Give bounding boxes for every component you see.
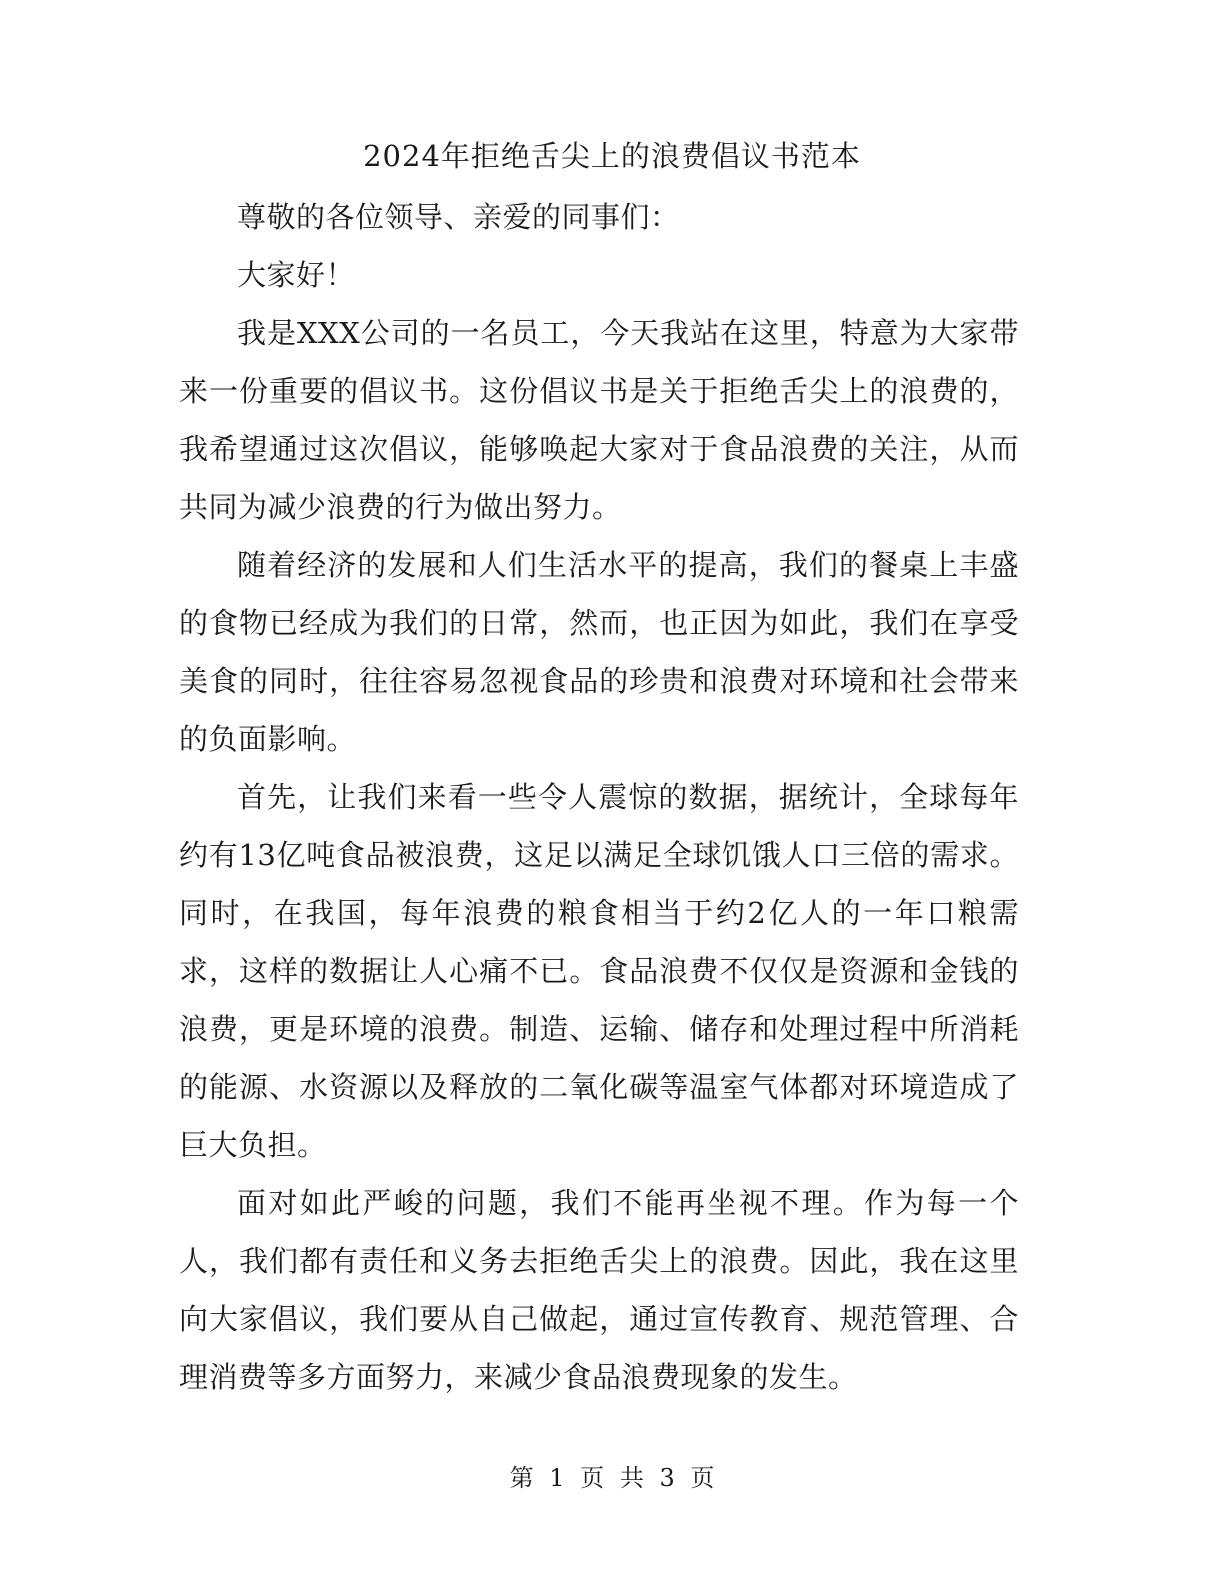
document-title: 2024年拒绝舌尖上的浪费倡议书范本 bbox=[363, 139, 861, 173]
page-prefix: 第 bbox=[509, 1464, 534, 1492]
paragraph-call-to-action: 面对如此严峻的问题，我们不能再坐视不理。作为每一个人，我们都有责任和义务去拒绝舌尖上的浪费。因此，我在这里向大家倡议，我们要从自己做起，通过宣传教育、规范管理、合理消费等多方面努力，来减少食品浪费现象的发生。 bbox=[179, 1186, 1019, 1394]
paragraph-statistics: 首先，让我们来看一些令人震惊的数据，据统计，全球每年约有13亿吨食品被浪费，这足以满足全球饥饿人口三倍的需求。同时，在我国，每年浪费的粮食相当于约2亿人的一年口粮需求，这样的数据让人心痛不已。食品浪费不仅仅是资源和金钱的浪费，更是环境的浪费。制造、运输、储存和处理过程中所消耗的能源、水资源以及释放的二氧化碳等温室气体都对环境造成了巨大负担。 bbox=[179, 780, 1019, 1162]
page-footer bbox=[0, 1458, 1224, 1498]
total-prefix: 共 bbox=[619, 1464, 644, 1492]
paragraph-intro: 我是XXX公司的一名员工，今天我站在这里，特意为大家带来一份重要的倡议书。这份倡议书是关于拒绝舌尖上的浪费的，我希望通过这次倡议，能够唤起大家对于食品浪费的关注，从而共同为减少浪费的行为做出努力。 bbox=[179, 316, 1019, 524]
page-unit: 页 bbox=[580, 1464, 605, 1492]
salutation: 尊敬的各位领导、亲爱的同事们： bbox=[237, 200, 680, 234]
greeting: 大家好！ bbox=[237, 258, 356, 292]
paragraph-background: 随着经济的发展和人们生活水平的提高，我们的餐桌上丰盛的食物已经成为我们的日常，然而，也正因为如此，我们在享受美食的同时，往往容易忽视食品的珍贵和浪费对环境和社会带来的负面影响。 bbox=[179, 548, 1019, 756]
total-pages-number: 3 bbox=[659, 1464, 675, 1492]
current-page-number: 1 bbox=[549, 1464, 565, 1492]
document-body bbox=[179, 188, 1019, 1406]
total-unit: 页 bbox=[690, 1464, 715, 1492]
